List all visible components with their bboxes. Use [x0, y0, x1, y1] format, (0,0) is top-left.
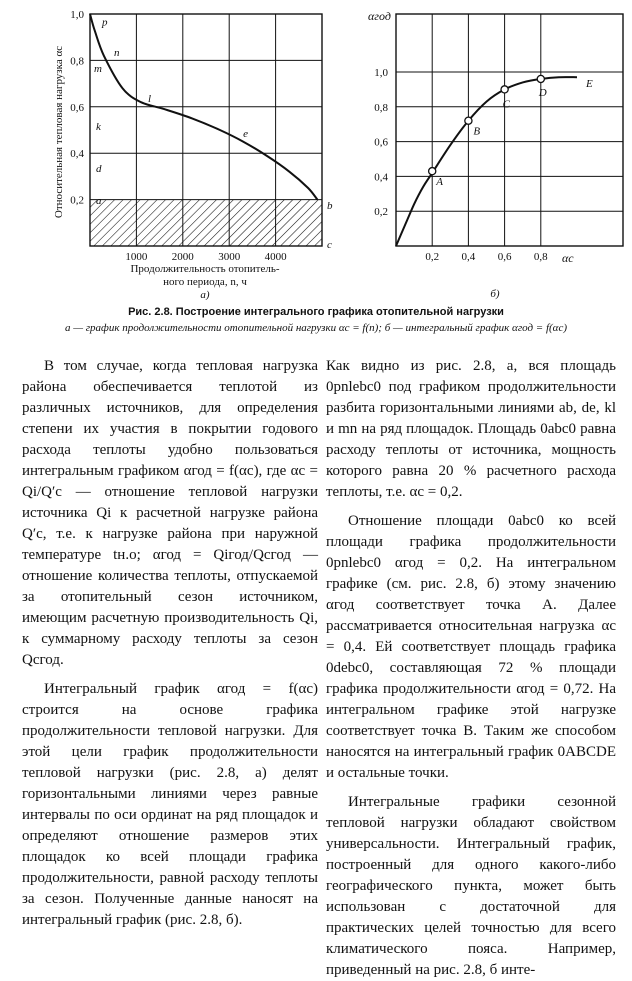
point-label: p — [102, 16, 108, 29]
y-tick-label: 1,0 — [70, 9, 84, 21]
point-label: n — [114, 46, 120, 59]
point-label: l — [148, 93, 152, 106]
point-label: d — [96, 162, 102, 175]
y-tick-label: 0,4 — [374, 171, 388, 184]
point-label-B: B — [473, 125, 481, 138]
point-label-D: D — [538, 86, 547, 99]
point-label-E: E — [586, 78, 593, 91]
y-tick-label: 0,2 — [70, 194, 84, 207]
text-column-right — [326, 356, 616, 981]
y-tick-labels — [70, 9, 84, 207]
y-tick-label: 1,0 — [374, 67, 388, 79]
point-label-C: C — [502, 98, 510, 111]
point-marker-D — [537, 75, 544, 82]
point-label: a — [96, 195, 102, 208]
caption-title: Рис. 2.8. Построение интегрального графика отопительной нагрузки — [128, 306, 504, 318]
x-tick-label: 0,8 — [533, 251, 548, 263]
paragraph: Интегральные графики сезонной тепловой нагрузки обладают свойством универсальности. Интегральный график, построенный для одного какого-либо географического пункта, может быть использован с достаточной для практических целей точностью для всего климатического пояса. Например, приведенный на рис. 2.8, б инте- — [326, 794, 616, 978]
y-tick-labels — [374, 67, 388, 218]
point-label: m — [94, 63, 102, 75]
integral-curve — [396, 77, 577, 246]
point-marker-A — [429, 168, 436, 175]
point-label: k — [96, 121, 101, 133]
x-tick-label: 2000 — [171, 251, 194, 263]
load-duration-chart — [0, 0, 340, 300]
y-axis-label: Относительная тепловая нагрузка αс — [53, 45, 65, 219]
x-tick-label: 4000 — [264, 251, 287, 263]
x-tick-labels — [125, 251, 287, 263]
x-axis-label: αс — [562, 251, 574, 265]
y-axis-label: αгод — [368, 9, 391, 23]
x-tick-label: 3000 — [218, 251, 241, 263]
y-tick-label: 0,4 — [70, 148, 84, 161]
point-label: e — [243, 127, 249, 140]
paragraph: В том случае, когда тепловая нагрузка района обеспечивается теплотой из различных источников, для определения степени их участия в покрытии годового расхода теплоты удобно пользоваться интегральным графиком αгод = f(αс), где αс = Qi/Q′с — отношение тепловой нагрузки источника Qi к расчетной нагрузке района Q′с, т.е. к нагрузке района при наружной температуре tн.о; αгод = Qiгод/Qсгод — отношение количества теплоты, отпускаемой за отопительный сезон источником, имеющим расчетную производительность Qi, к суммарному расходу теплоты за сезон Qсгод. — [22, 358, 318, 668]
x-axis-label-line2: ного периода, n, ч — [163, 276, 247, 288]
y-tick-label: 0,2 — [374, 206, 388, 219]
marked-points — [429, 75, 593, 188]
x-axis-label-line1: Продолжительность отопитель- — [130, 263, 280, 275]
x-tick-labels — [425, 251, 548, 263]
paragraph: Интегральный график αгод = f(αс) строится на основе графика продолжительности тепловой нагрузки. Для этой цели график продолжительности тепловой нагрузки (рис. 2.8, а) делят горизонтальными линиями через равные интервалы по оси ординат на ряд площадок и определяют отношение размеров этих площадок ко всей площади графика продолжительности, равной расходу теплоты за сезон. Полученные данные наносят на интегральный график (рис. 2.8, б). — [22, 681, 318, 928]
x-tick-label: 0,2 — [425, 251, 440, 263]
panel-label-b: б) — [490, 288, 500, 300]
point-label-A: A — [436, 176, 443, 189]
y-tick-label: 0,6 — [70, 101, 84, 114]
hatched-area-0abc0 — [90, 200, 322, 246]
y-tick-label: 0,8 — [70, 55, 84, 68]
paragraph: Как видно из рис. 2.8, а, вся площадь 0pnlebc0 под графиком продолжительности разбита горизонтальными линиями ab, de, kl и mn на ряд площадок. Площадь 0abc0 равна расходу теплоты от источника, мощность которого равна 20 % расчетного расхода теплоты, т.е. αс = 0,2. — [326, 358, 616, 500]
point-label: b — [327, 199, 333, 212]
y-tick-label: 0,8 — [374, 101, 388, 114]
point-label: c — [327, 239, 332, 251]
point-marker-C — [501, 86, 508, 93]
paragraph: Отношение площади 0abc0 ко всей площади графика продолжительности 0pnlebc0 αгод = 0,2. На интегральном графике (см. рис. 2.8, б) этому значению αгод соответствует точка A. Далее рассматривается относительная нагрузка αс = 0,4. Ей соответствует площадь графика 0debc0, составляющая 72 % площади графика продолжительности αгод = 0,72. На интегральном графике этой нагрузке соответствует точка B. Таким же способом наносятся на интегральный график 0ABCDE и остальные точки. — [326, 513, 616, 781]
x-tick-label: 1000 — [125, 251, 148, 263]
panel-label-a: а) — [200, 289, 210, 300]
figure-caption — [0, 306, 632, 334]
integral-chart — [340, 0, 632, 300]
text-column-left — [22, 356, 318, 931]
caption-subtitle: а — график продолжительности отопительной нагрузки αс = f(n); б — интегральный график αгод = f(αс) — [64, 322, 568, 334]
x-tick-label: 0,4 — [461, 251, 476, 263]
y-tick-label: 0,6 — [374, 136, 388, 149]
x-tick-label: 0,6 — [497, 251, 512, 263]
point-marker-B — [465, 117, 472, 124]
grid — [396, 14, 623, 246]
